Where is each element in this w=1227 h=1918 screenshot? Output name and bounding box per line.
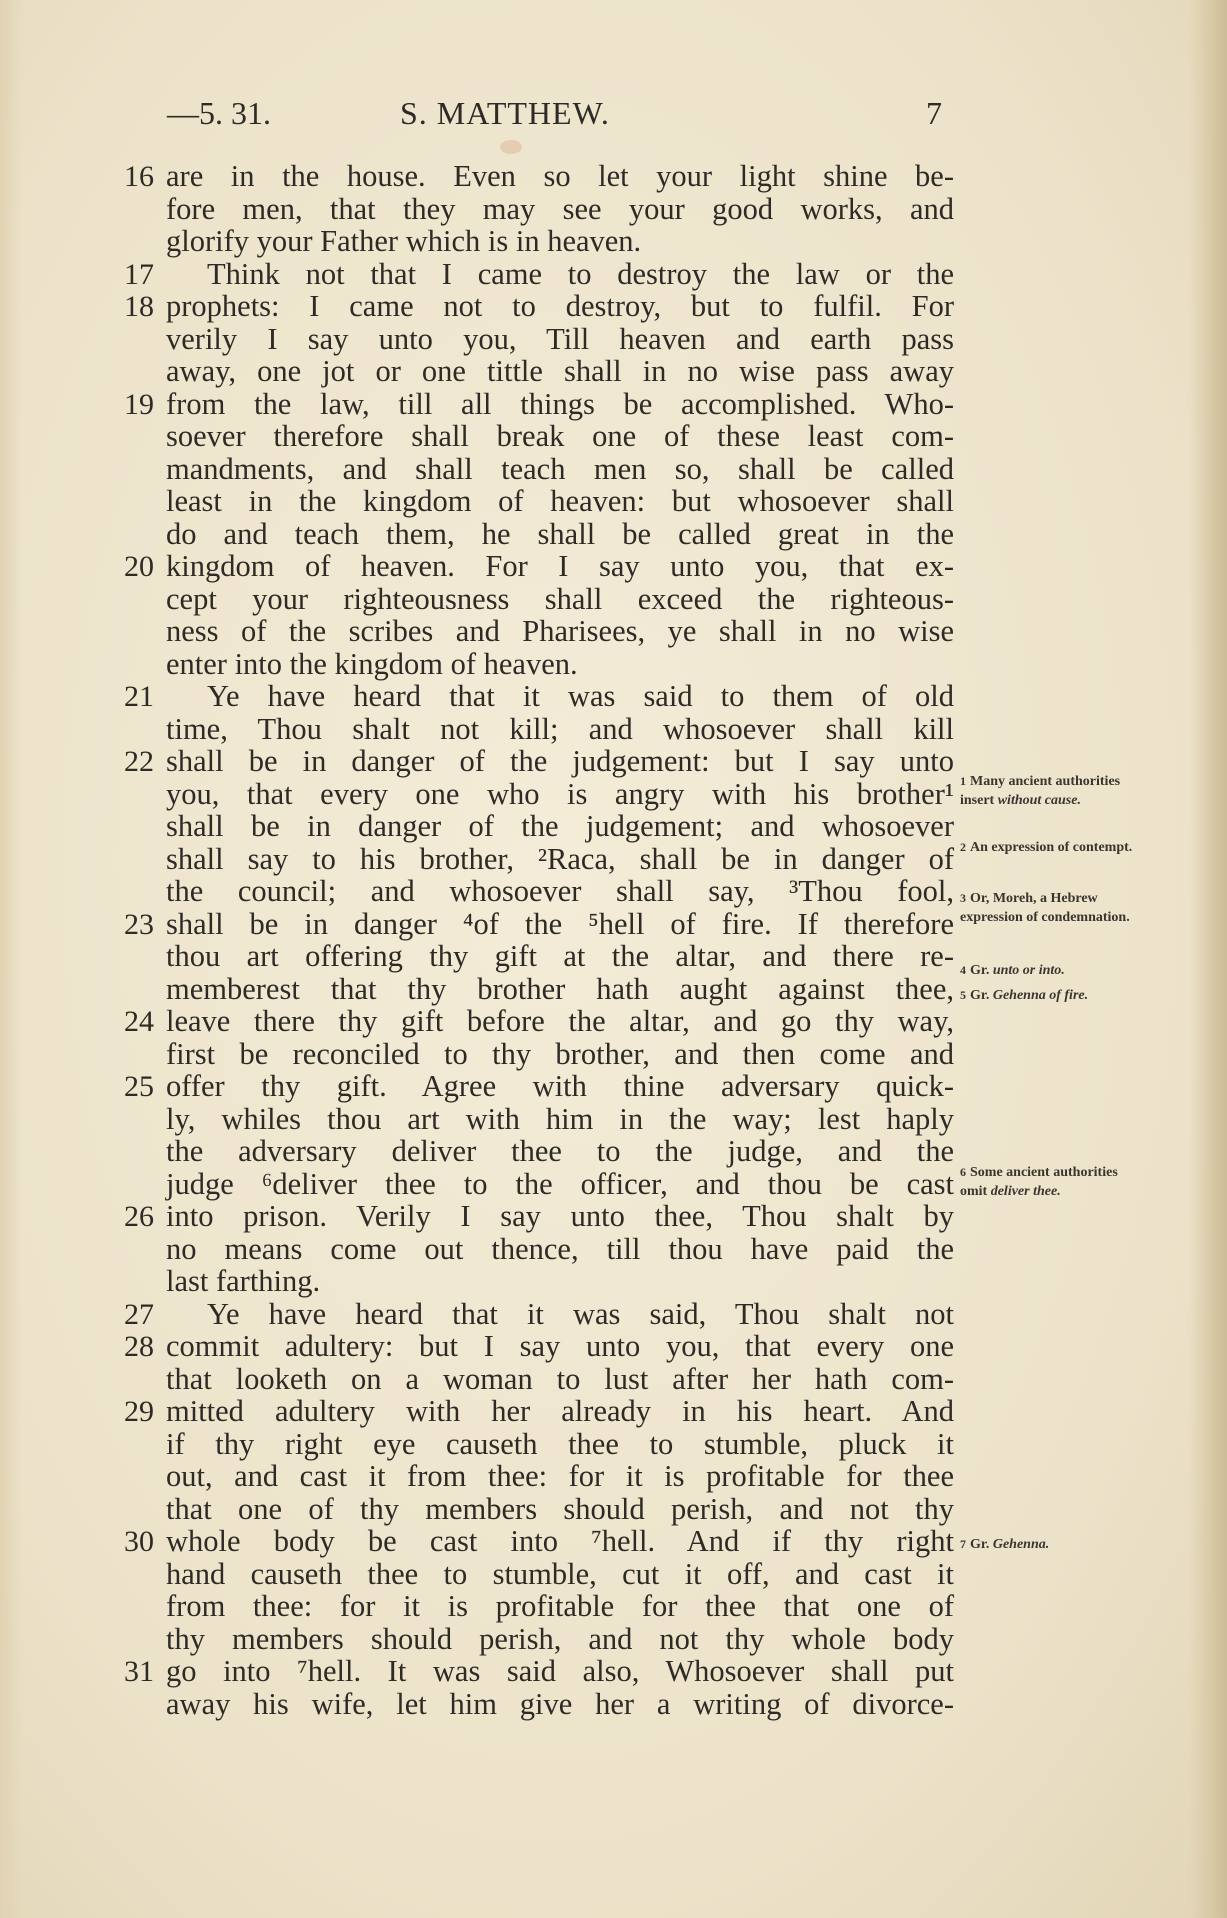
line-text: Think not that I came to destroy the law or the [207,256,954,291]
note-number: 2 [960,840,966,854]
line-text: the adversary deliver thee to the judge, and the [166,1134,954,1168]
line-text: commit adultery: but I say unto you, that every one [166,1329,954,1363]
text-line [0,1590,1227,1623]
header-verse-range: —5. 31. [167,95,271,131]
note-italic-text: deliver thee. [990,1184,1061,1199]
text-line [0,680,1227,713]
margin-note [960,986,1145,1005]
line-text: mandments, and shall teach men so, shall be called [166,451,954,486]
text-line [0,583,1227,616]
text-line [0,1330,1227,1363]
text-line [0,518,1227,551]
text-line [0,1200,1227,1233]
margin-note [960,772,1145,810]
note-text: Many ancient authorities insert [960,774,1121,808]
header-book-title: S. MATTHEW. [400,95,610,131]
text-line [0,485,1227,518]
text-line [0,1558,1227,1591]
text-line [0,1655,1227,1688]
line-text: time, Thou shalt not kill; and whosoever shall kill [166,711,954,746]
line-text: shall be in danger ⁴of the ⁵hell of fire. If therefore [166,906,954,941]
line-text: Ye have heard that it was said to them of old [207,679,954,713]
text-line [0,1363,1227,1396]
text-line [0,1005,1227,1038]
verse-number: 16 [124,160,154,193]
text-line [0,420,1227,453]
note-text: Gr. [970,988,993,1003]
note-number: 1 [960,774,966,788]
text-line [0,648,1227,681]
line-text: thou art offering thy gift at the altar, and there re- [166,939,954,973]
text-line [0,1038,1227,1071]
note-number: 6 [960,1165,966,1179]
note-text: Or, Moreh, a Hebrew expression of condemnation. [960,891,1130,925]
text-line [0,355,1227,388]
verse-number: 23 [124,907,154,941]
verse-number: 18 [124,290,154,323]
text-line [0,550,1227,583]
verse-number: 24 [124,1005,154,1038]
line-text: glorify your Father which is in heaven. [166,224,642,258]
line-text: that one of thy members should perish, and not thy [166,1491,954,1526]
line-text: judge ⁶deliver thee to the officer, and thou be cast [166,1166,954,1201]
verse-number: 25 [124,1070,154,1103]
text-line [0,1428,1227,1461]
line-text: mitted adultery with her already in his heart. And [166,1394,954,1428]
text-line [0,1103,1227,1136]
verse-number: 27 [124,1297,154,1331]
text-line [0,323,1227,356]
text-line [0,1298,1227,1331]
line-text: leave there thy gift before the altar, and go thy way, [166,1004,954,1038]
line-text: least in the kingdom of heaven: but whosoever shall [166,484,954,518]
text-line [0,1460,1227,1493]
line-text: go into ⁷hell. It was said also, Whosoever shall put [166,1654,954,1688]
line-text: ness of the scribes and Pharisees, ye shall in no wise [166,614,954,648]
note-text: Gr. [970,963,993,978]
line-text: whole body be cast into ⁷hell. And if thy right [166,1524,954,1558]
text-line [0,1395,1227,1428]
line-text: away, one jot or one tittle shall in no wise pass away [166,354,954,388]
line-text: away his wife, let him give her a writing of divorce- [166,1686,954,1721]
margin-note [960,1535,1145,1554]
margin-note [960,961,1145,980]
verse-number: 22 [124,745,154,778]
text-line [0,615,1227,648]
text-line [0,258,1227,291]
text-line [0,193,1227,226]
note-number: 4 [960,963,966,977]
text-line [0,225,1227,258]
line-text: that looketh on a woman to lust after her hath com- [166,1361,954,1396]
text-line [0,1688,1227,1721]
text-line [0,1070,1227,1103]
verse-number: 17 [124,257,154,291]
note-text: Gr. [970,1537,993,1552]
line-text: ly, whiles thou art with him in the way; lest haply [166,1101,954,1136]
verse-number: 20 [124,550,154,583]
line-text: fore men, that they may see your good works, and [166,191,954,226]
line-text: from thee: for it is profitable for thee that one of [166,1589,954,1623]
text-line [0,290,1227,323]
line-text: are in the house. Even so let your light shine be- [166,159,954,193]
verse-number: 21 [124,680,154,713]
verse-number: 30 [124,1525,154,1558]
text-line [0,713,1227,746]
note-text: Some ancient authorities omit [960,1165,1118,1199]
line-text: out, and cast it from thee: for it is profitable for thee [166,1459,954,1493]
line-text: last farthing. [166,1264,321,1298]
note-italic-text: without cause. [997,793,1081,808]
verse-number: 31 [124,1655,154,1688]
line-text: the council; and whosoever shall say, ³Thou fool, [166,874,954,908]
text-line [0,388,1227,421]
line-text: offer thy gift. Agree with thine adversary quick- [166,1069,954,1103]
text-line [0,160,1227,193]
line-text: kingdom of heaven. For I say unto you, that ex- [166,549,954,583]
line-text: soever therefore shall break one of these least com- [166,419,954,453]
verse-number: 28 [124,1330,154,1363]
line-text: enter into the kingdom of heaven. [166,646,578,681]
line-text: hand causeth thee to stumble, cut it off, and cast it [166,1556,954,1591]
margin-note [960,1163,1145,1201]
line-text: Ye have heard that it was said, Thou shalt not [207,1296,954,1331]
line-text: shall say to his brother, ²Raca, shall be in danger of [166,841,954,876]
line-text: verily I say unto you, Till heaven and earth pass [166,321,954,356]
text-line [0,1233,1227,1266]
note-number: 5 [960,988,966,1002]
verse-number: 29 [124,1395,154,1428]
note-number: 7 [960,1537,966,1551]
note-italic-text: unto or into. [992,963,1065,978]
note-number: 3 [960,891,966,905]
note-text: An expression of contempt. [970,840,1133,855]
text-line [0,1265,1227,1298]
line-text: cept your righteousness shall exceed the righteous- [166,581,954,616]
paper-stain [500,140,522,154]
line-text: no means come out thence, till thou have paid the [166,1231,954,1266]
line-text: first be reconciled to thy brother, and then come and [166,1036,954,1071]
text-line [0,453,1227,486]
line-text: into prison. Verily I say unto thee, Thou shalt by [166,1199,954,1233]
line-text: shall be in danger of the judgement; and whosoever [166,809,954,843]
line-text: prophets: I came not to destroy, but to fulfil. For [166,289,954,323]
text-line [0,1493,1227,1526]
running-header [0,95,1227,135]
margin-note [960,838,1145,857]
line-text: you, that every one who is angry with his brother¹ [166,776,954,811]
line-text: memberest that thy brother hath aught against thee, [166,971,954,1006]
verse-number: 26 [124,1200,154,1233]
text-line [0,1623,1227,1656]
header-page-number: 7 [926,95,942,131]
margin-note [960,889,1145,927]
line-text: from the law, till all things be accomplished. Who- [166,386,954,421]
line-text: do and teach them, he shall be called great in the [166,516,954,551]
note-italic-text: Gehenna of fire. [992,988,1089,1003]
note-italic-text: Gehenna. [992,1537,1050,1552]
line-text: shall be in danger of the judgement: but I say unto [166,744,954,778]
line-text: thy members should perish, and not thy whole body [166,1621,954,1656]
verse-number: 19 [124,387,154,421]
line-text: if thy right eye causeth thee to stumble, pluck it [166,1426,954,1461]
